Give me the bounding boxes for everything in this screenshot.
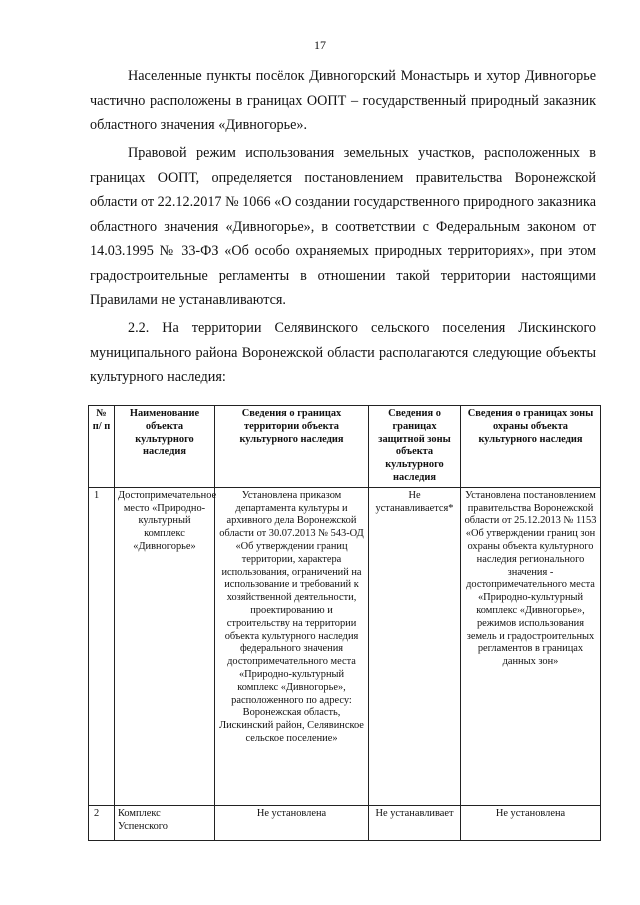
cell-protection-zone: Установлена постановлением правительства Воронежской области от 25.12.2013 № 1153 «Об утверждении границ зон охраны объекта культурного наследия регионального значения - достопримечательного места «Природно-культурный комплекс «Дивногорье», режимов использования земель и градостроительных регламентов в границах данных зон» xyxy=(461,487,601,805)
cell-territory: Установлена приказом департамента культуры и архивного дела Воронежской области от 30.07.2013 № 543-ОД «Об утверждении границ территории, характера использования, ограничений на использование и требований к хозяйственной деятельности, проектированию и строительству на территории объекта культурного наследия федерального значения достопримечательного места «Природно-культурный комплекс «Дивногорье», расположенного по адресу: Воронежская область, Лискинский район, Селявинское сельское поселение» xyxy=(215,487,369,805)
paragraph-section-2-2 xyxy=(90,316,596,390)
header-name: Наименование объекта культурного наследия xyxy=(115,406,215,488)
table-header-row xyxy=(89,406,601,488)
header-protection-zone: Сведения о границах зоны охраны объекта культурного наследия xyxy=(461,406,601,488)
paragraph-text: 2.2. На территории Селявинского сельского поселения Лискинского муниципального района Воронежской области располагаются следующие объекты культурного наследия: xyxy=(90,320,596,385)
header-num: № п/ п xyxy=(89,406,115,488)
table-row xyxy=(89,487,601,805)
cell-num: 2 xyxy=(89,805,115,840)
cell-protection-zone: Не установлена xyxy=(461,805,601,840)
cell-name: Комплекс Успенского xyxy=(115,805,215,840)
cell-territory: Не установлена xyxy=(215,805,369,840)
cell-protective-zone: Не устанавливается* xyxy=(369,487,461,805)
header-territory: Сведения о границах территории объекта культурного наследия xyxy=(215,406,369,488)
paragraph-oopt-settlements xyxy=(90,64,596,138)
page-number: 17 xyxy=(314,38,326,52)
paragraph-text: Правовой режим использования земельных участков, расположенных в границах ООПТ, определяется постановлением правительства Воронежской области от 22.12.2017 № 1066 «О создании государственного природного заказника областного значения «Дивногорье», в соответствии с Федеральным законом от 14.03.1995 № 33-ФЗ «Об особо охраняемых природных территориях», при этом градостроительные регламенты в отношении такой территории настоящими Правилами не устанавливаются. xyxy=(90,145,596,308)
cell-num: 1 xyxy=(89,487,115,805)
cell-protective-zone: Не устанавливает xyxy=(369,805,461,840)
paragraph-text: Населенные пункты посёлок Дивногорский Монастырь и хутор Дивногорье частично расположены в границах ООПТ – государственный природный заказник областного значения «Дивногорье». xyxy=(90,68,596,133)
heritage-objects-table xyxy=(88,405,601,841)
table-row xyxy=(89,805,601,840)
cell-name: Достопримечательное место «Природно-культурный комплекс «Дивногорье» xyxy=(115,487,215,805)
paragraph-legal-regime xyxy=(90,141,596,313)
header-protective-zone: Сведения о границах защитной зоны объекта культурного наследия xyxy=(369,406,461,488)
